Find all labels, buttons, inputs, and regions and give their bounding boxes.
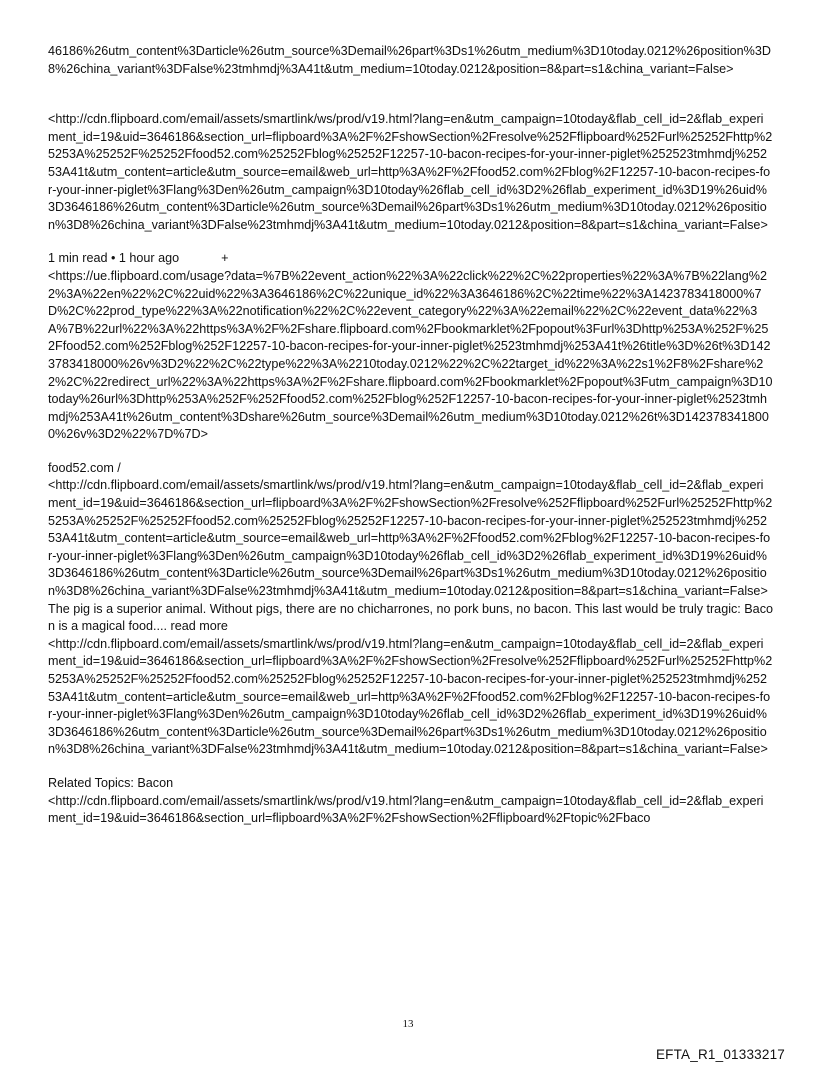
related-topics-label: Related Topics: Bacon: [48, 775, 174, 790]
document-body: [48, 43, 773, 828]
read-more-url[interactable]: <http://cdn.flipboard.com/email/assets/smartlink/ws/prod/v19.html?lang=en&utm_campaign=10today&flab_cell_id=2&flab_experiment_id=19&uid=3646186&section_url=flipboard%3A%2F%2FshowSection%2Fresolve%252Fflipboard%252Furl%25252Fhttp%25253A%25252F%25252Ffood52.com%25252Fblog%25252F12257-10-bacon-recipes-for-your-inner-piglet%252523tmhmdj%25253A41t&utm_content=article&utm_source=email&web_url=http%3A%2F%2Ffood52.com%2Fblog%2F12257-10-bacon-recipes-for-your-inner-piglet%3Flang%3Den%26utm_campaign%3D10today%26flab_cell_id%3D2%26flab_experiment_id%3D19%26uid%3D3646186%26utm_content%3Darticle%26utm_source%3Demail%26part%3Ds1%26utm_medium%3D10today.0212%26position%3D8%26china_variant%3DFalse%23tmhmdj%3A41t&utm_medium=10today.0212&position=8&part=s1&china_variant=False>: [48, 636, 773, 757]
url-fragment-paragraph: 46186%26utm_content%3Darticle%26utm_source%3Demail%26part%3Ds1%26utm_medium%3D10today.0212%26position%3D8%26china_variant%3DFalse%23tmhmdj%3A41t&utm_medium=10today.0212&position=8&part=s1&china_variant=False>: [48, 44, 771, 76]
document-id: EFTA_R1_01333217: [655, 1047, 785, 1062]
article-link-with-excerpt[interactable]: <http://cdn.flipboard.com/email/assets/smartlink/ws/prod/v19.html?lang=en&utm_campaign=10today&flab_cell_id=2&flab_experiment_id=19&uid=3646186&section_url=flipboard%3A%2F%2FshowSection%2Fresolve%252Fflipboard%252Furl%25252Fhttp%25253A%25252F%25252Ffood52.com%25252Fblog%25252F12257-10-bacon-recipes-for-your-inner-piglet%252523tmhmdj%25253A41t&utm_content=article&utm_source=email&web_url=http%3A%2F%2Ffood52.com%2Fblog%2F12257-10-bacon-recipes-for-your-inner-piglet%3Flang%3Den%26utm_campaign%3D10today%26flab_cell_id%3D2%26flab_experiment_id%3D19%26uid%3D3646186%26utm_content%3Darticle%26utm_source%3Demail%26part%3Ds1%26utm_medium%3D10today.0212%26position%3D8%26china_variant%3DFalse%23tmhmdj%3A41t&utm_medium=10today.0212&position=8&part=s1&china_variant=False> The pig is a superior animal. Without pigs, there are no chicharrones, no pork buns, no bacon. This last would be truly tragic: Bacon is a magical food.... read more: [48, 478, 773, 634]
plus-share-link[interactable]: +: [221, 251, 229, 266]
article-meta: [48, 250, 773, 268]
read-time-label: 1 min read • 1 hour ago: [48, 251, 180, 266]
smartlink-url-paragraph[interactable]: <http://cdn.flipboard.com/email/assets/smartlink/ws/prod/v19.html?lang=en&utm_campaign=10today&flab_cell_id=2&flab_experiment_id=19&uid=3646186&section_url=flipboard%3A%2F%2FshowSection%2Fresolve%252Fflipboard%252Furl%25252Fhttp%25253A%25252F%25252Ffood52.com%25252Fblog%25252F12257-10-bacon-recipes-for-your-inner-piglet%252523tmhmdj%25253A41t&utm_content=article&utm_source=email&web_url=http%3A%2F%2Ffood52.com%2Fblog%2F12257-10-bacon-recipes-for-your-inner-piglet%3Flang%3Den%26utm_campaign%3D10today%26flab_cell_id%3D2%26flab_experiment_id%3D19%26uid%3D3646186%26utm_content%3Darticle%26utm_source%3Demail%26part%3Ds1%26utm_medium%3D10today.0212%26position%3D8%26china_variant%3DFalse%23tmhmdj%3A41t&utm_medium=10today.0212&position=8&part=s1&china_variant=False>: [48, 112, 773, 232]
related-topic-url[interactable]: <http://cdn.flipboard.com/email/assets/smartlink/ws/prod/v19.html?lang=en&utm_campaign=10today&flab_cell_id=2&flab_experiment_id=19&uid=3646186&section_url=flipboard%3A%2F%2FshowSection%2Fflipboard%2Ftopic%2Fbaco: [48, 793, 764, 826]
share-block: [48, 250, 773, 444]
source-label: food52.com /: [48, 460, 121, 475]
share-usage-url[interactable]: <https://ue.flipboard.com/usage?data=%7B%22event_action%22%3A%22click%22%2C%22properties%22%3A%7B%22lang%22%3A%22en%22%2C%22uid%22%3A3646186%2C%22unique_id%22%3A3646186%2C%22time%22%3A1423783418000%7D%2C%22prod_type%22%3A%22notification%22%2C%22event_category%22%3A%22email%22%2C%22event_data%22%3A%7B%22url%22%3A%22https%3A%2F%2Fshare.flipboard.com%2Fbookmarklet%2Fpopout%3Furl%3Dhttp%253A%252F%252Ffood52.com%252Fblog%252F12257-10-bacon-recipes-for-your-inner-piglet%2523tmhmdj%253A41t%26title%3D%26t%3D1423783418000%26v%3D2%22%2C%22type%22%3A%2210today.0212%22%2C%22target_id%22%3A%22s1%2F8%2Fshare%22%2C%22redirect_url%22%3A%22https%3A%2F%2Fshare.flipboard.com%2Fbookmarklet%2Fpopout%3Futm_campaign%3D10today%26url%3Dhttp%253A%252F%252Ffood52.com%252Fblog%252F12257-10-bacon-recipes-for-your-inner-piglet%2523tmhmdj%253A41t%26utm_content%3Dshare%26utm_source%3Demail%26utm_medium%3D10today.0212%26t%3D1423783418000%26v%3D2%22%7D%7D>: [48, 268, 773, 442]
article-block: [48, 460, 773, 759]
related-topics-block: [48, 775, 773, 828]
page-number: 13: [402, 1018, 414, 1030]
